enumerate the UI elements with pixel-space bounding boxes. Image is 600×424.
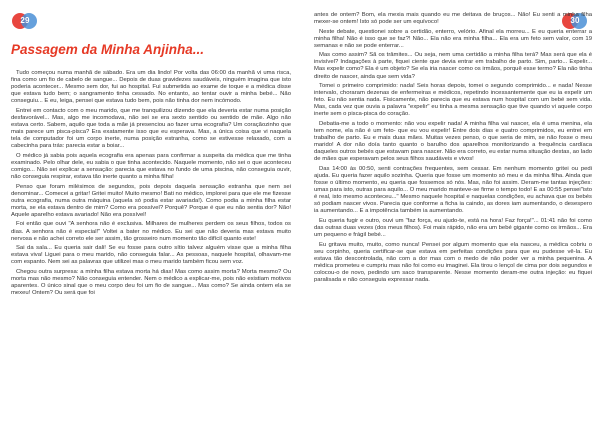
left-text-column xyxy=(11,70,291,300)
right-text-column xyxy=(314,12,592,287)
right-page xyxy=(300,0,600,424)
paragraph: Eu queria fugir e outro, ouvi um "faz força, eu ajudo-te, está na hora! Faz força!"... 01:41 não foi como das outras duas vezes (dos meus filhos). Foi mais rápido, não era um bebé gigante como os irmãos... Era um pequeno e frágil bebé... xyxy=(314,217,592,239)
paragraph: Tomei o primeiro comprimido: nada! Seis horas depois, tomei o segundo comprimido... e nada! Nesse intervalo, choraram dezenas de enfermeiras e médicos, repetindo incessantemente que eu ia expelir um feto. Eu não sentia nada. Fisicamente, não parecia que eu estava num hospital com um bebé sem vida. Mas, cada vez que ouvia a palavra "expelir" eu tinha a mesma sensação que tive quando vi aquele corpo inerte sem o pisca-pisca do coração. xyxy=(314,83,592,118)
page-number-badge-left xyxy=(12,13,38,29)
paragraph: Chegou outra surpresa: a minha filha estava morta há dias! Mas como assim morta? Morta mesmo? Ou morta mas não mesmo? Não conseguia entender. Nem o médico a explicar-me, pois não existiam motivos aparentes. O único sinal que o meu corpo deu foi um fio de sangue... Mas como? Se ainda ontem ela se mexeu! Ontem? Ou será que foi xyxy=(11,268,291,297)
chapter-title: Passagem da Minha Anjinha... xyxy=(11,42,205,57)
paragraph: O médico já sabia pois aquela ecografia era apenas para confirmar a suspeita da médica que me tinha examinado. Pelo olhar dele, eu sabia o que tinha acontecido. Naquele momento, não sei o que aconteceu comigo... Não sei explicar a sensação: parecia que estava no fundo de uma piscina, não conseguia ouvir, não conseguia respirar, estava tão inerte quanto a minha filha! xyxy=(11,152,291,181)
paragraph: Das 14:00 às 00:50, senti contrações frequentes, sem cessar. Em nenhum momento gritei ou pedi ajuda. Eu queria fazer aquilo sozinha. Queria que fosse um momento só meu e da minha filha. Ainda que fosse o último momento, eu queria que fossemos só nós. Mas, não foi assim. Deram-me tantas injeções: umas para isto, outras para aquilo... O meu marido manteve-se firme o tempo todo! E as 00:55 pensei"isto é real, isto mesmo aconteceu..." Mesmo naquele hospital e naquelas condições, eu achava que os bebés só podiam nascer vivos. Parecia que conforme a ficha ia caindo, as dores iam aumentando, o desespero ia aumentando... E a impotência também ia aumentando. xyxy=(314,165,592,215)
paragraph: Sai da sala... Eu queria sair dali! Se eu fosse para outro sítio talvez alguém visse que a minha filha estava viva! Liguei para o meu marido, não conseguia falar... As pessoas, naquele hospital, olhavam-me com espanto. Nem sei as palavras que utilizei mas o meu marido também ficou sem voz. xyxy=(11,245,291,266)
paragraph: Neste debate, questionei sobre a certidão, enterro, velório. Afinal ela morreu... E eu queria enterrar a minha filha! Não é isso que se faz?! Não... Ela não era minha filha... Ela era um feto sem valor, com 19 semanas e não se pode enterrar... xyxy=(314,28,592,49)
paragraph: Debatia-me a todo o momento: não vou expelir nada! A minha filha vai nascer, ela é uma menina, ela tem nome, ela não é um feto- que eu vou expelir! Entre dois dias e quatro comprimidos, eu entrei em trabalho de parto. Eu e mais duas mães. Muitas vezes penso, o que seria de mim, se não fosse o meu marido! A dor não doía tanto quanto o barulho dos aparelhos monitorizando a frequência cardíaca daqueles outros bebés que estavam para nascer. Não era correto, eu estar numa situação destas, ao lado de mães que esperavam pelos seus filhos saudáveis e vivos! xyxy=(314,120,592,163)
paragraph: Mas como assim? Sã os trâmites... Ou seja, nem uma certidão a minha filha terá? Mas será que ela é invisível? Indagações à parte, fiquei ciente que devia entrar em trabalho de parto. Sim, parto... Expelir... Mas expelir como? Ela é um objeto? Se ela iria nascer como os irmãos, porquê esse termo? Ela não tinha direito de nascer, ainda que sem vida? xyxy=(314,52,592,80)
paragraph: antes de ontem? Bom, ela mexia mais quando eu me deitava de bruços... Não! Eu senti a minha filha mexer-se ontem! Isto só pode ser um equívoco! xyxy=(314,12,592,26)
paragraph: Eu gritava muito, muito, como nunca! Pensei por algum momento que ela nasceu, a médica cobriu o seu corpinho, queria certificar-se que estava em perfeitas condições para que eu pudesse vê-la. Eu estava tão descontrolada, não com a dor mas com o medo de não poder ver a minha pequenina. A médica prometeu e cumpriu mas não foi como eu imaginei. Ela tirou o lençol de cima por dois segundos e colocou-o de novo, pedindo um saco transparente. Nesse momento deram-me outra injeção: eu fiquei paralisada e não conseguia expressar nada. xyxy=(314,241,592,284)
paragraph: Entrei em contacto com o meu marido, que me tranquilizou dizendo que ela deveria estar numa posição desfavorável... Mas, algo me incomodava, não sei se era sexto sentido ou sentido de mãe. Algo não estava certo. Sabem, aquilo que toda a mãe já presenciou ao fazer uma ecografia? Um coraçãozinho que mais parece um pisca-pisca? Era exatamente isso que eu esperava. Mas, a única coisa que vi naquela tela de computador foi um corpo inerte, numa posição estranha, como se estivesse relaxado, com a cabecinha para trás: parecia estar a boiar... xyxy=(11,107,291,150)
page-number: 29 xyxy=(20,16,30,25)
paragraph: Foi então que ouvi "A senhora não é exclusiva. Milhares de mulheres perdem os seus filhos, todos os dias. A senhora não é especial!" Voltei a bater no médico. Eu sei que não deveria mas estava muito nervosa e não achei correto ele ser assim, tão grosseiro num momento tão difícil quanto este! xyxy=(11,221,291,242)
paragraph: Penso que foram milésimos de segundos, pois depois daquela sensação estranha que nem sei denominar... Comecei a gritar! Gritei muito! Muito mesmo! Bati no médico, implorei para que ele me fizesse outra ecografia, numa outra máquina (aquela só podia estar avariada!). Como podia a minha filha estar morta, se ela estava dentro de mim? Como era possível? Porquê? Porque é que eu não sentia dor? Não! Aquele aparelho estava avariado! Não era possível! xyxy=(11,183,291,218)
paragraph: Tudo começou numa manhã de sábado. Era um dia lindo! Por volta das 06:00 da manhã vi uma risca, fina como um fio de cabelo de sangue... Depois de duas gravidezes saudáveis, ninguém imagina que isto poderia acontecer... Mesmo sem dor, fui ao hospital. Fui submetida ao exame de toque e a médica disse que estava tudo bem; o sangramento tinha cessado. No entanto, ao tentar ouvir a minha bebé... Não conseguiu... E eu, leiga, pensei que estava tudo bem, pois não tinha dor nem incómodo. xyxy=(11,70,291,105)
page-number: 30 xyxy=(570,16,580,25)
